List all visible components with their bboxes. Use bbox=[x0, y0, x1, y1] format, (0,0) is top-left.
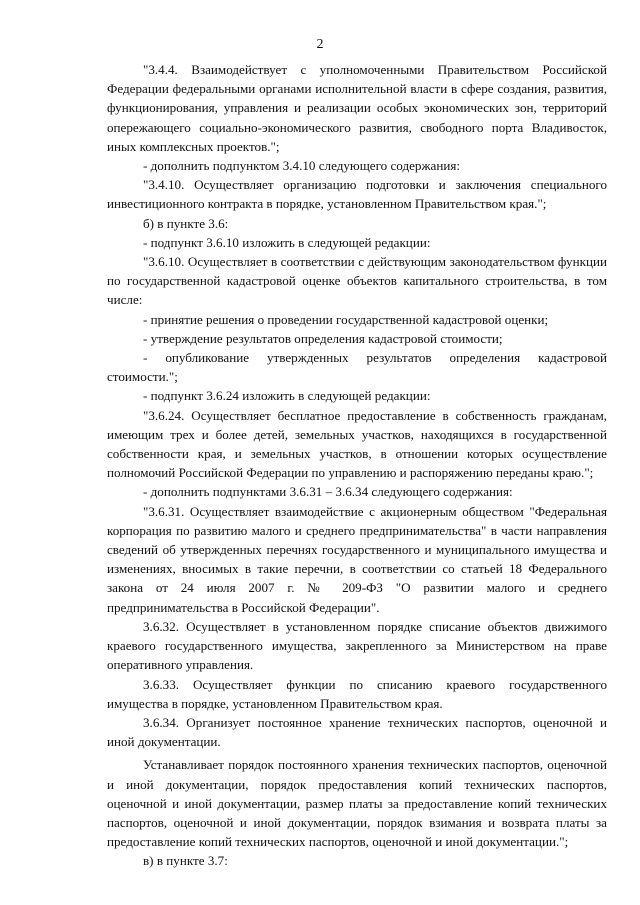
paragraph-3-6-24: "3.6.24. Осуществляет бесплатное предоставление в собственность гражданам, имеющим трех и более детей, земельных участков, находящихся в государственной собственности края, и земельных участков, в отношении которых осуществление полномочий Российской Федерации по управлению и распоряжению переданы краю."; bbox=[107, 407, 607, 481]
paragraph-3-6-34: 3.6.34. Организует постоянное хранение технических паспортов, оценочной и иной документации. bbox=[107, 714, 607, 750]
list-item-approval: - утверждение результатов определения кадастровой стоимости; bbox=[143, 330, 503, 346]
paragraph-add-3-4-10: - дополнить подпунктом 3.4.10 следующего содержания: bbox=[143, 158, 461, 174]
paragraph-3-4-10: "3.4.10. Осуществляет организацию подготовки и заключения специального инвестиционного контракта в порядке, установленном Правительством края."; bbox=[107, 177, 607, 212]
paragraph-3-4-4: "3.4.4. Взаимодействует с уполномоченными Правительством Российской Федерации федеральными органами исполнительной власти в сфере создания, развития, функционирования, управления и реализации особых экономических зон, территорий опережающего социально-экономического развития, свободного порта Владивосток, иных комплексных проектов."; bbox=[107, 62, 607, 154]
paragraph-edit-3-6-24: - подпункт 3.6.24 изложить в следующей редакции: bbox=[143, 388, 431, 404]
list-item-decision: - принятие решения о проведении государственной кадастровой оценки; bbox=[143, 311, 549, 327]
paragraph-item-b: б) в пункте 3.6: bbox=[143, 215, 229, 231]
paragraph-storage-order: Устанавливает порядок постоянного хранения технических паспортов, оценочной и иной документации, порядок предоставления копий технических паспортов, оценочной и иной документации, размер платы за предоставление копий технических паспортов, оценочной и иной документации, порядок взимания и возврата платы за предоставление копий технических паспортов, оценочной и иной документации."; bbox=[107, 757, 607, 850]
list-item-publication: - опубликование утвержденных результатов определения кадастровой стоимости."; bbox=[107, 350, 607, 385]
paragraph-edit-3-6-10: - подпункт 3.6.10 изложить в следующей редакции: bbox=[143, 234, 431, 250]
paragraph-3-6-33: 3.6.33. Осуществляет функции по списанию краевого государственного имущества в порядке, установленном Правительством края. bbox=[107, 676, 607, 711]
paragraph-add-3-6-31-34: - дополнить подпунктами 3.6.31 – 3.6.34 следующего содержания: bbox=[143, 484, 513, 500]
paragraph-3-6-31: "3.6.31. Осуществляет взаимодействие с акционерным обществом "Федеральная корпорация по развитию малого и среднего предпринимательства" в части направления сведений об утвержденных перечнях государственного и муниципального имущества и изменениях, вносимых в такие перечни, в соответствии со статьей 18 Федерального закона от 24 июля 2007 г. № 209-ФЗ "О развитии малого и среднего предпринимательства в Российской Федерации". bbox=[107, 503, 607, 615]
paragraph-3-6-10: "3.6.10. Осуществляет в соответствии с действующим законодательством функции по государственной кадастровой оценке объектов капитального строительства, в том числе: bbox=[107, 254, 607, 308]
paragraph-item-v: в) в пункте 3.7: bbox=[143, 853, 228, 869]
document-body bbox=[107, 60, 607, 871]
paragraph-3-6-32: 3.6.32. Осуществляет в установленном порядке списание объектов движимого краевого государственного имущества, закрепленного за Министерством на праве оперативного управления. bbox=[107, 618, 607, 673]
page-number: 2 bbox=[316, 37, 324, 52]
